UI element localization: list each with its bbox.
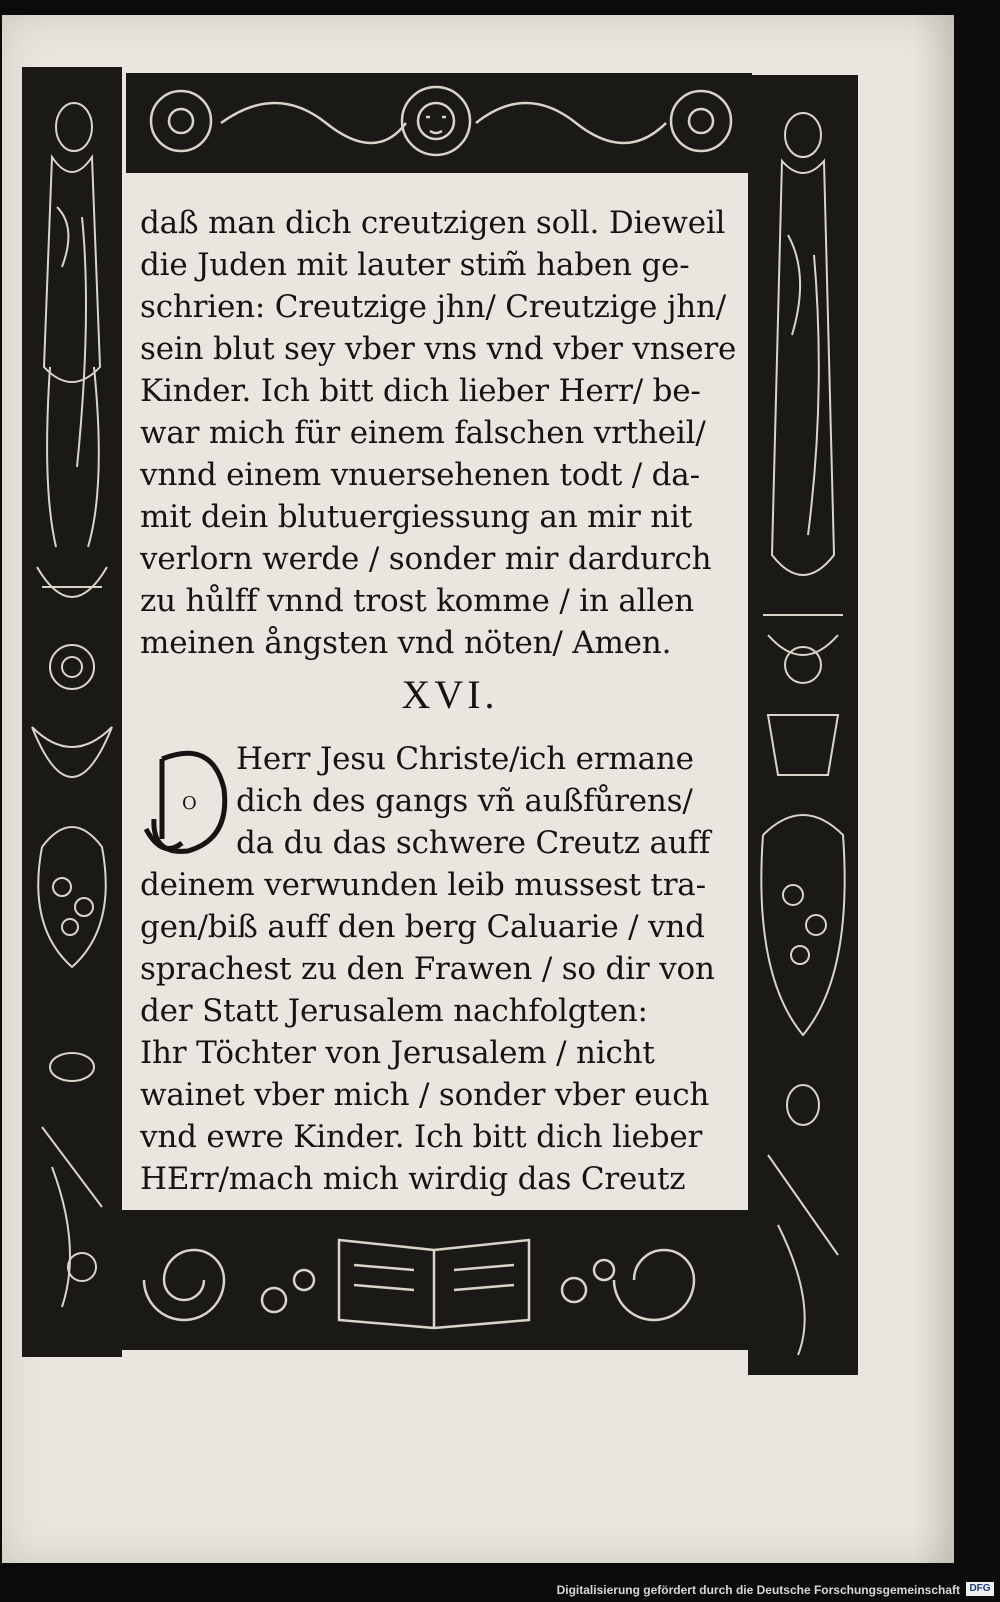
text-line: HErr/mach mich wirdig das Creutz: [140, 1161, 686, 1197]
text-line: wainet vber mich / sonder vber euch: [140, 1077, 710, 1113]
text-line: sprachest zu den Frawen / so dir von: [140, 951, 715, 987]
decorated-initial: [142, 739, 234, 859]
text-line: gen/biß auff den berg Caluarie / vnd: [140, 909, 705, 945]
section-heading: XVI.: [401, 672, 499, 717]
text-line: vnd ewre Kinder. Ich bitt dich lieber: [140, 1119, 703, 1155]
text-line: mit dein blutuergiessung an mir nit: [140, 499, 693, 535]
text-line: Herr Jesu Christe/ich ermane: [236, 741, 694, 777]
footer-credit: Digitalisierung gefördert durch die Deutsche Forschungsgemeinschaft: [556, 1583, 960, 1597]
digitization-footer: [0, 1576, 1000, 1602]
svg-text:O: O: [182, 793, 197, 814]
text-block: [140, 203, 760, 1243]
dfg-logo: DFG: [966, 1582, 994, 1596]
text-line: Ihr Töchter von Jerusalem / nicht: [140, 1035, 655, 1071]
text-line: meinen ångsten vnd nöten/ Amen.: [140, 625, 672, 661]
text-line: deinem verwunden leib mussest tra-: [140, 867, 706, 903]
text-line: verlorn werde / sonder mir dardurch: [140, 541, 712, 577]
left-border-woodcut: [22, 67, 122, 1357]
text-line: sein blut sey vber vns vnd vber vnsere: [140, 331, 737, 367]
text-line: der Statt Jerusalem nachfolgten:: [140, 993, 648, 1029]
text-line: da du das schwere Creutz auff: [236, 825, 711, 861]
book-page: [2, 15, 954, 1563]
text-line: vnnd einem vnuersehenen todt / da-: [140, 457, 700, 493]
text-line: die Juden mit lauter stim̃ haben ge-: [140, 247, 690, 283]
text-line: zu hůlff vnnd trost komme / in allen: [140, 583, 694, 619]
text-line: daß man dich creutzigen soll. Dieweil: [140, 205, 726, 241]
text-line: Kinder. Ich bitt dich lieber Herr/ be-: [140, 373, 701, 409]
text-line: schrien: Creutzige jhn/ Creutzige jhn/: [140, 289, 727, 325]
text-line: dich des gangs vñ außfůrens/: [236, 783, 693, 819]
text-line: war mich für einem falschen vrtheil/: [140, 415, 706, 451]
top-border-woodcut: [126, 73, 752, 173]
right-border-woodcut: [748, 75, 858, 1375]
